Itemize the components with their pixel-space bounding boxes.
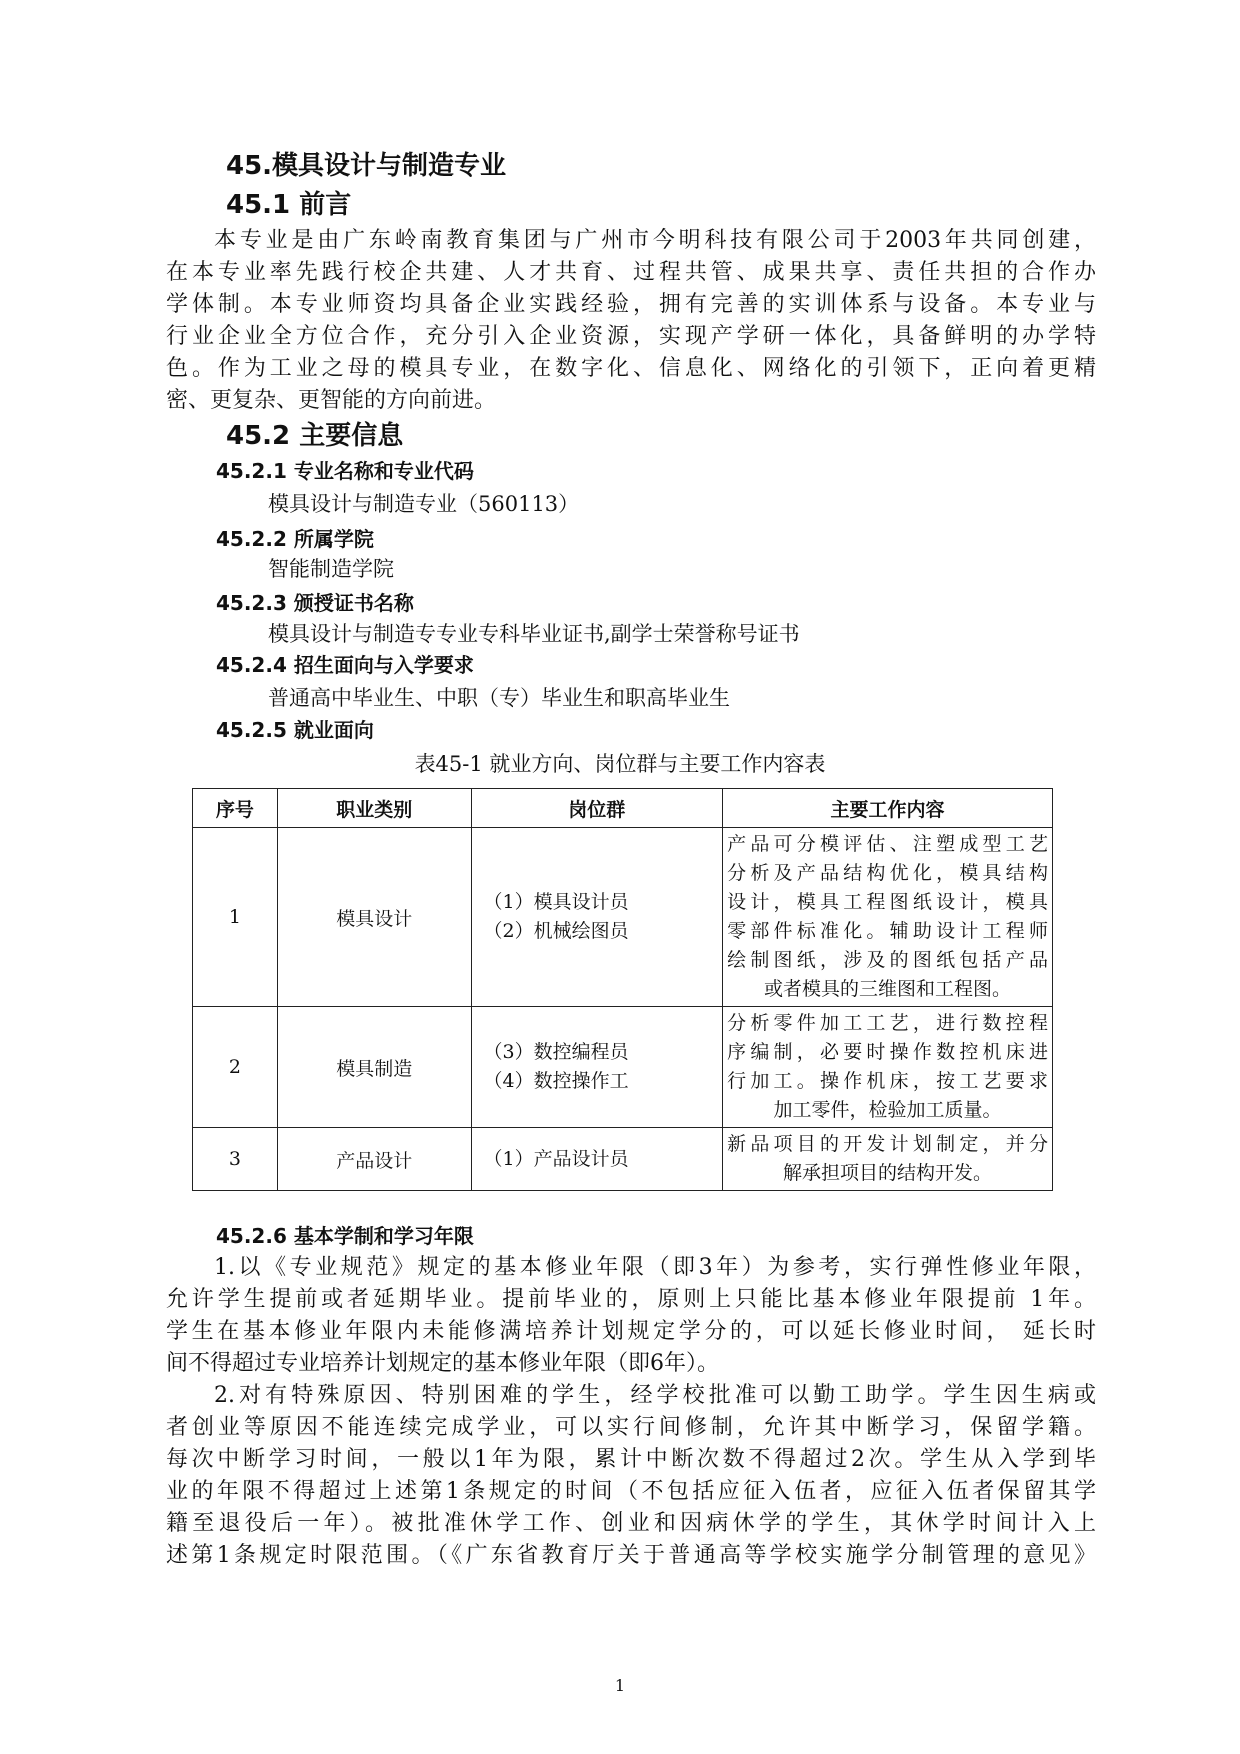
- subheading-certificate: 45.2.3 颁授证书名称: [216, 591, 414, 615]
- text-line: 密、更复杂、更智能的方向前进。: [166, 388, 497, 413]
- table-row: [193, 1007, 1053, 1128]
- text-line: 允许学生提前或者延期毕业。提前毕业的，原则上只能比基本修业年限提前 1年。: [166, 1287, 1096, 1312]
- work-line: 加工零件，检验加工质量。: [773, 1099, 1002, 1121]
- subheading-employment: 45.2.5 就业面向: [216, 718, 374, 742]
- text-line: 本专业是由广东岭南教育集团与广州市今明科技有限公司于2003年共同创建，: [214, 228, 1096, 253]
- text-line: 行业企业全方位合作，充分引入企业资源，实现产学研一体化，具备鲜明的办学特: [166, 324, 1096, 349]
- table-header-row: [193, 789, 1053, 828]
- subheading-enrollment: 45.2.4 招生面向与入学要求: [216, 653, 474, 677]
- major-name-value: 模具设计与制造专业（560113）: [268, 492, 580, 516]
- table-row: [193, 828, 1053, 1007]
- subheading-duration: 45.2.6 基本学制和学习年限: [216, 1224, 474, 1248]
- duration-paragraph-2: [166, 1380, 1096, 1572]
- work-line: 分析及产品结构优化，模具结构: [727, 862, 1048, 884]
- cell-no: 3: [193, 1128, 278, 1191]
- text-line: 每次中断学习时间，一般以1年为限，累计中断次数不得超过2次。学生从入学到毕: [166, 1447, 1096, 1472]
- cell-work: [723, 1128, 1053, 1191]
- position-item: （1）产品设计员: [483, 1147, 629, 1170]
- work-line: 解承担项目的结构开发。: [783, 1162, 993, 1184]
- cell-work: [723, 828, 1053, 1007]
- text-line: 2.对有特殊原因、特别困难的学生，经学校批准可以勤工助学。学生因生病或: [214, 1383, 1096, 1408]
- position-item: （3）数控编程员: [483, 1041, 629, 1063]
- header-no: 序号: [193, 789, 278, 828]
- page-title: 45.模具设计与制造专业: [226, 151, 507, 181]
- work-line: 序编制，必要时操作数控机床进: [727, 1041, 1048, 1063]
- text-line: 在本专业率先践行校企共建、人才共育、过程共管、成果共享、责任共担的合作办: [166, 260, 1096, 285]
- page-number: 1: [614, 1676, 626, 1695]
- text-line: 1.以《专业规范》规定的基本修业年限（即3年）为参考，实行弹性修业年限，: [214, 1255, 1096, 1280]
- position-item: （4）数控操作工: [483, 1070, 629, 1092]
- duration-paragraph-1: [166, 1252, 1096, 1380]
- position-item: （1）模具设计员: [483, 891, 629, 913]
- enrollment-value: 普通高中毕业生、中职（专）毕业生和职高毕业生: [268, 686, 730, 710]
- work-line: 绘制图纸，涉及的图纸包括产品: [727, 949, 1048, 971]
- text-line: 述第1条规定时限范围。（《广东省教育厅关于普通高等学校实施学分制管理的意见》: [166, 1543, 1096, 1568]
- table-row: [193, 1128, 1053, 1191]
- cell-category: 模具设计: [277, 828, 471, 1007]
- work-line: 行加工。操作机床，按工艺要求: [727, 1070, 1048, 1092]
- college-value: 智能制造学院: [268, 557, 394, 581]
- work-line: 或者模具的三维图和工程图。: [764, 978, 1012, 1000]
- text-line: 学体制。本专业师资均具备企业实践经验，拥有完善的实训体系与设备。本专业与: [166, 292, 1096, 317]
- cell-category: 产品设计: [277, 1128, 471, 1191]
- employment-table: [192, 788, 1053, 1191]
- work-line: 设计，模具工程图纸设计，模具: [727, 891, 1048, 913]
- work-line: 产品可分模评估、注塑成型工艺: [727, 833, 1048, 855]
- position-item: （2）机械绘图员: [483, 920, 629, 942]
- text-line: 籍至退役后一年）。被批准休学工作、创业和因病休学的学生，其休学时间计入上: [166, 1511, 1096, 1536]
- subheading-college: 45.2.2 所属学院: [216, 527, 374, 551]
- text-line: 色。作为工业之母的模具专业，在数字化、信息化、网络化的引领下，正向着更精: [166, 356, 1096, 381]
- text-line: 间不得超过专业培养计划规定的基本修业年限（即6年）。: [166, 1351, 719, 1376]
- section-heading-preface: 45.1 前言: [226, 190, 352, 220]
- preface-paragraph: [166, 225, 1096, 417]
- work-line: 分析零件加工工艺，进行数控程: [727, 1012, 1048, 1034]
- cell-no: 1: [193, 828, 278, 1007]
- cell-positions: [471, 1007, 723, 1128]
- text-line: 业的年限不得超过上述第1条规定的时间（不包括应征入伍者，应征入伍者保留其学: [166, 1479, 1096, 1504]
- header-positions: 岗位群: [471, 789, 723, 828]
- section-heading-main-info: 45.2 主要信息: [226, 421, 404, 451]
- text-line: 者创业等原因不能连续完成学业，可以实行间修制，允许其中断学习，保留学籍。: [166, 1415, 1096, 1440]
- cell-positions: [471, 1128, 723, 1191]
- certificate-value: 模具设计与制造专专业专科毕业证书,副学士荣誉称号证书: [268, 622, 800, 646]
- cell-category: 模具制造: [277, 1007, 471, 1128]
- cell-work: [723, 1007, 1053, 1128]
- work-line: 零部件标准化。辅助设计工程师: [727, 920, 1048, 942]
- subheading-major-name: 45.2.1 专业名称和专业代码: [216, 459, 474, 483]
- header-work: 主要工作内容: [723, 789, 1053, 828]
- cell-positions: [471, 828, 723, 1007]
- work-line: 新品项目的开发计划制定，并分: [727, 1133, 1048, 1155]
- header-category: 职业类别: [277, 789, 471, 828]
- text-line: 学生在基本修业年限内未能修满培养计划规定学分的，可以延长修业时间， 延长时: [166, 1319, 1096, 1344]
- cell-no: 2: [193, 1007, 278, 1128]
- table-caption: 表45-1 就业方向、岗位群与主要工作内容表: [414, 752, 826, 776]
